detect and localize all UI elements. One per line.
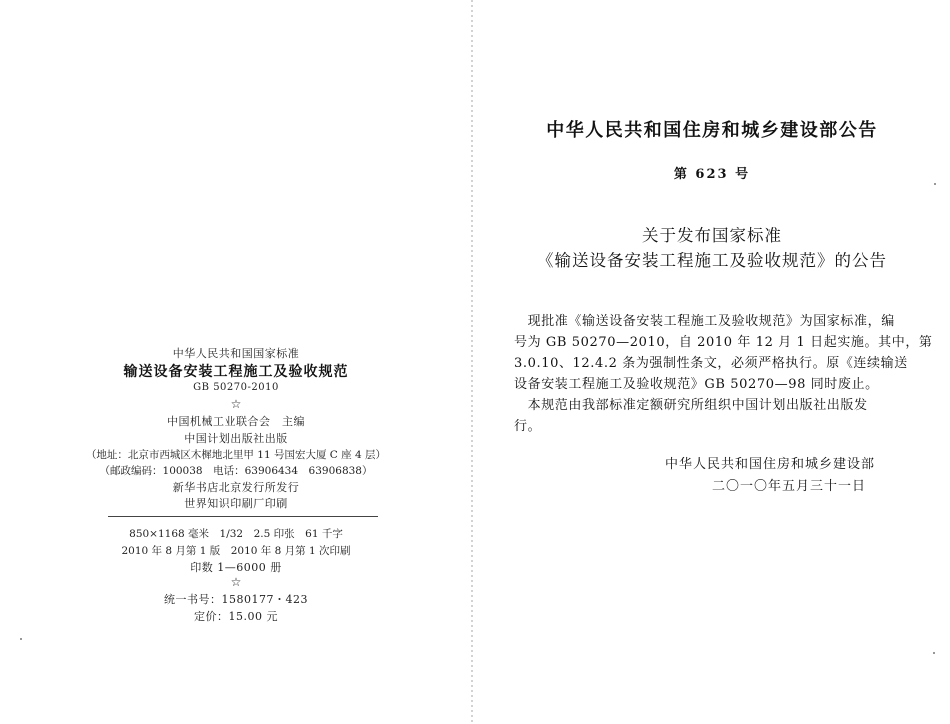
publisher-address: （地址：北京市西城区木樨地北里甲 11 号国宏大厦 C 座 4 层） — [85, 449, 387, 461]
book-number: 统一书号：1580177・423 — [164, 593, 308, 606]
star-icon: ☆ — [230, 397, 242, 411]
body-line: 现批准《输送设备安装工程施工及验收规范》为国家标准，编 — [514, 314, 895, 329]
edition-info: 2010 年 8 月第 1 版 2010 年 8 月第 1 次印刷 — [121, 545, 351, 557]
standard-code: GB 50270-2010 — [193, 382, 279, 393]
scan-speck — [933, 652, 935, 654]
body-line: 行。 — [514, 419, 542, 434]
postal-and-phone: （邮政编码：100038 电话：63906434 63906838） — [99, 465, 373, 477]
standard-title: 输送设备安装工程施工及验收规范 — [123, 364, 349, 380]
issue-date: 二〇一〇年五月三十一日 — [712, 479, 867, 494]
scan-speck — [20, 638, 22, 640]
imprint-divider — [108, 516, 378, 517]
subject-line-2: 《输送设备安装工程施工及验收规范》的公告 — [537, 251, 887, 270]
issuing-authority: 中华人民共和国住房和城乡建设部 — [665, 457, 876, 472]
announcement-number: 第 623 号 — [673, 167, 751, 182]
announcement-heading: 中华人民共和国住房和城乡建设部公告 — [546, 120, 878, 141]
book-format: 850×1168 毫米 1/32 2.5 印张 61 千字 — [129, 528, 343, 540]
page-gutter — [471, 0, 473, 724]
printer: 世界知识印刷厂印刷 — [184, 497, 288, 510]
publisher: 中国计划出版社出版 — [184, 432, 288, 445]
body-line: 设备安装工程施工及验收规范》GB 50270—98 同时废止。 — [514, 377, 879, 392]
price: 定价：15.00 元 — [194, 610, 278, 623]
body-line: 号为 GB 50270—2010，自 2010 年 12 月 1 日起实施。其中，第 — [514, 335, 933, 350]
print-run: 印数 1—6000 册 — [190, 561, 282, 574]
scan-speck — [934, 183, 936, 185]
star-icon: ☆ — [230, 575, 242, 589]
distributor: 新华书店北京发行所发行 — [172, 481, 300, 494]
left-page — [0, 0, 472, 724]
standard-type: 中华人民共和国国家标准 — [172, 347, 300, 360]
chief-editor: 中国机械工业联合会 主编 — [167, 415, 305, 428]
body-line: 本规范由我部标准定额研究所组织中国计划出版社出版发 — [514, 398, 868, 413]
subject-line-1: 关于发布国家标准 — [642, 226, 782, 245]
body-line: 3.0.10、12.4.2 条为强制性条文，必须严格执行。原《连续输送 — [514, 356, 908, 371]
